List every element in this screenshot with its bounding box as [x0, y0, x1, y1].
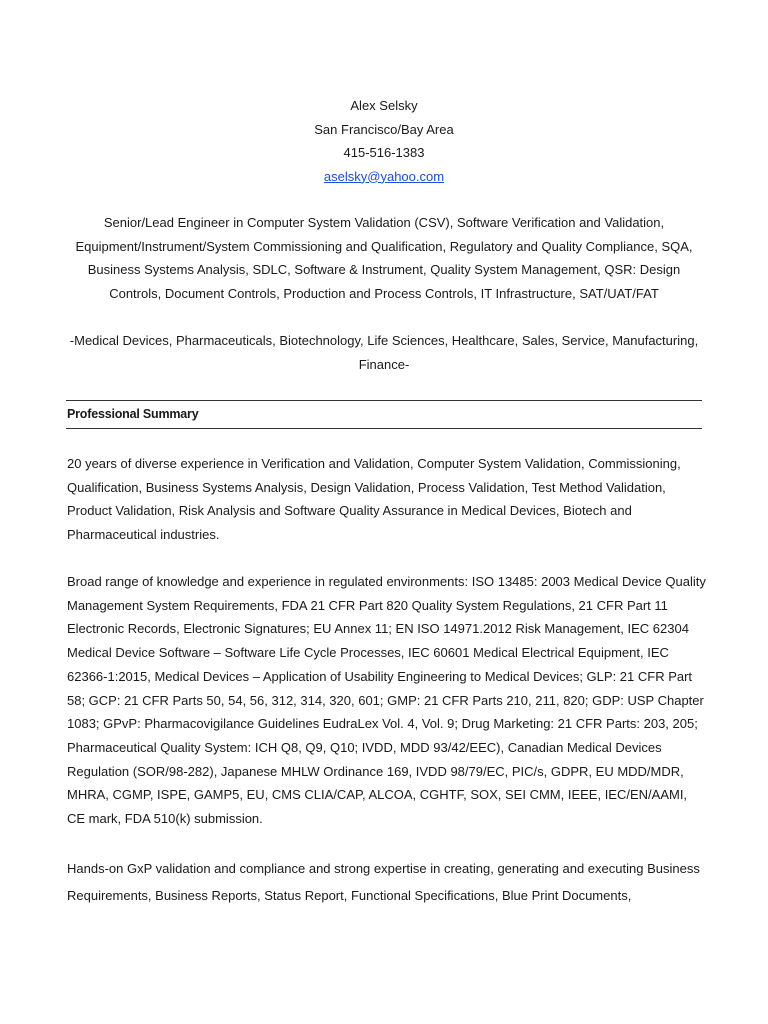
candidate-name: Alex Selsky [350, 98, 418, 113]
candidate-phone: 415-516-1383 [343, 145, 425, 160]
summary-paragraph-gxp: Hands-on GxP validation and compliance and strong expertise in creating, generating and executing Business Requirements, Business Reports, Status Report, Functional Specifications, Blue Print Documents, [67, 861, 700, 903]
section-title: Professional Summary [67, 407, 199, 421]
industries-line: -Medical Devices, Pharmaceuticals, Biotechnology, Life Sciences, Healthcare, Sales, Service, Manufacturing, Finance- [69, 333, 699, 372]
section-header-professional-summary [66, 400, 702, 429]
contact-header [0, 94, 768, 188]
summary-paragraph-regulations: Broad range of knowledge and experience in regulated environments: ISO 13485: 2003 Medical Device Quality Management System Requirements, FDA 21 CFR Part 820 Quality System Regulations, 21 CFR Part 11 Electronic Records, Electronic Signatures; EU Annex 11; EN ISO 14971.2012 Risk Management, IEC 62304 Medical Device Software – Software Life Cycle Processes, IEC 60601 Medical Electrical Equipment, IEC 62366-1:2015, Medical Devices – Application of Usability Engineering to Medical Devices; GLP: 21 CFR Part 58; GCP: 21 CFR Parts 50, 54, 56, 312, 314, 320, 601; GMP: 21 CFR Parts 210, 211, 820; GDP: USP Chapter 1083; GPvP: Pharmacovigilance Guidelines EudraLex Vol. 4, Vol. 9; Drug Marketing: 21 CFR Parts: 203, 205; Pharmaceutical Quality System: ICH Q8, Q9, Q10; IVDD, MDD 93/42/EEC), Canadian Medical Devices Regulation (SOR/98-282), Japanese MHLW Ordinance 169, IVDD 98/79/EC, PIC/s, GDPR, EU MDD/MDR, MHRA, CGMP, ISPE, GAMP5, EU, CMS CLIA/CAP, ALCOA, CGHTF, SOX, SEI CMM, IEEE, IEC/EN/AAMI, CE mark, FDA 510(k) submission. [67, 574, 706, 827]
candidate-location: San Francisco/Bay Area [314, 121, 454, 137]
summary-paragraph-experience: 20 years of diverse experience in Verification and Validation, Computer System Validation, Commissioning, Qualification, Business Systems Analysis, Design Validation, Process Validation, Test Method Validation, Product Validation, Risk Analysis and Software Quality Assurance in Medical Devices, Biotech and Pharmaceutical industries. [67, 456, 681, 543]
email-link[interactable]: aselsky@yahoo.com [323, 168, 445, 184]
professional-headline: Senior/Lead Engineer in Computer System Validation (CSV), Software Verification and Validation, Equipment/Instrument/System Commissioning and Qualification, Regulatory and Quality Compliance, SQA, Business Systems Analysis, SDLC, Software & Instrument, Quality System Management, QSR: Design Controls, Document Controls, Production and Process Controls, IT Infrastructure, SAT/UAT/FAT [75, 215, 693, 301]
candidate-email-row [0, 165, 768, 189]
